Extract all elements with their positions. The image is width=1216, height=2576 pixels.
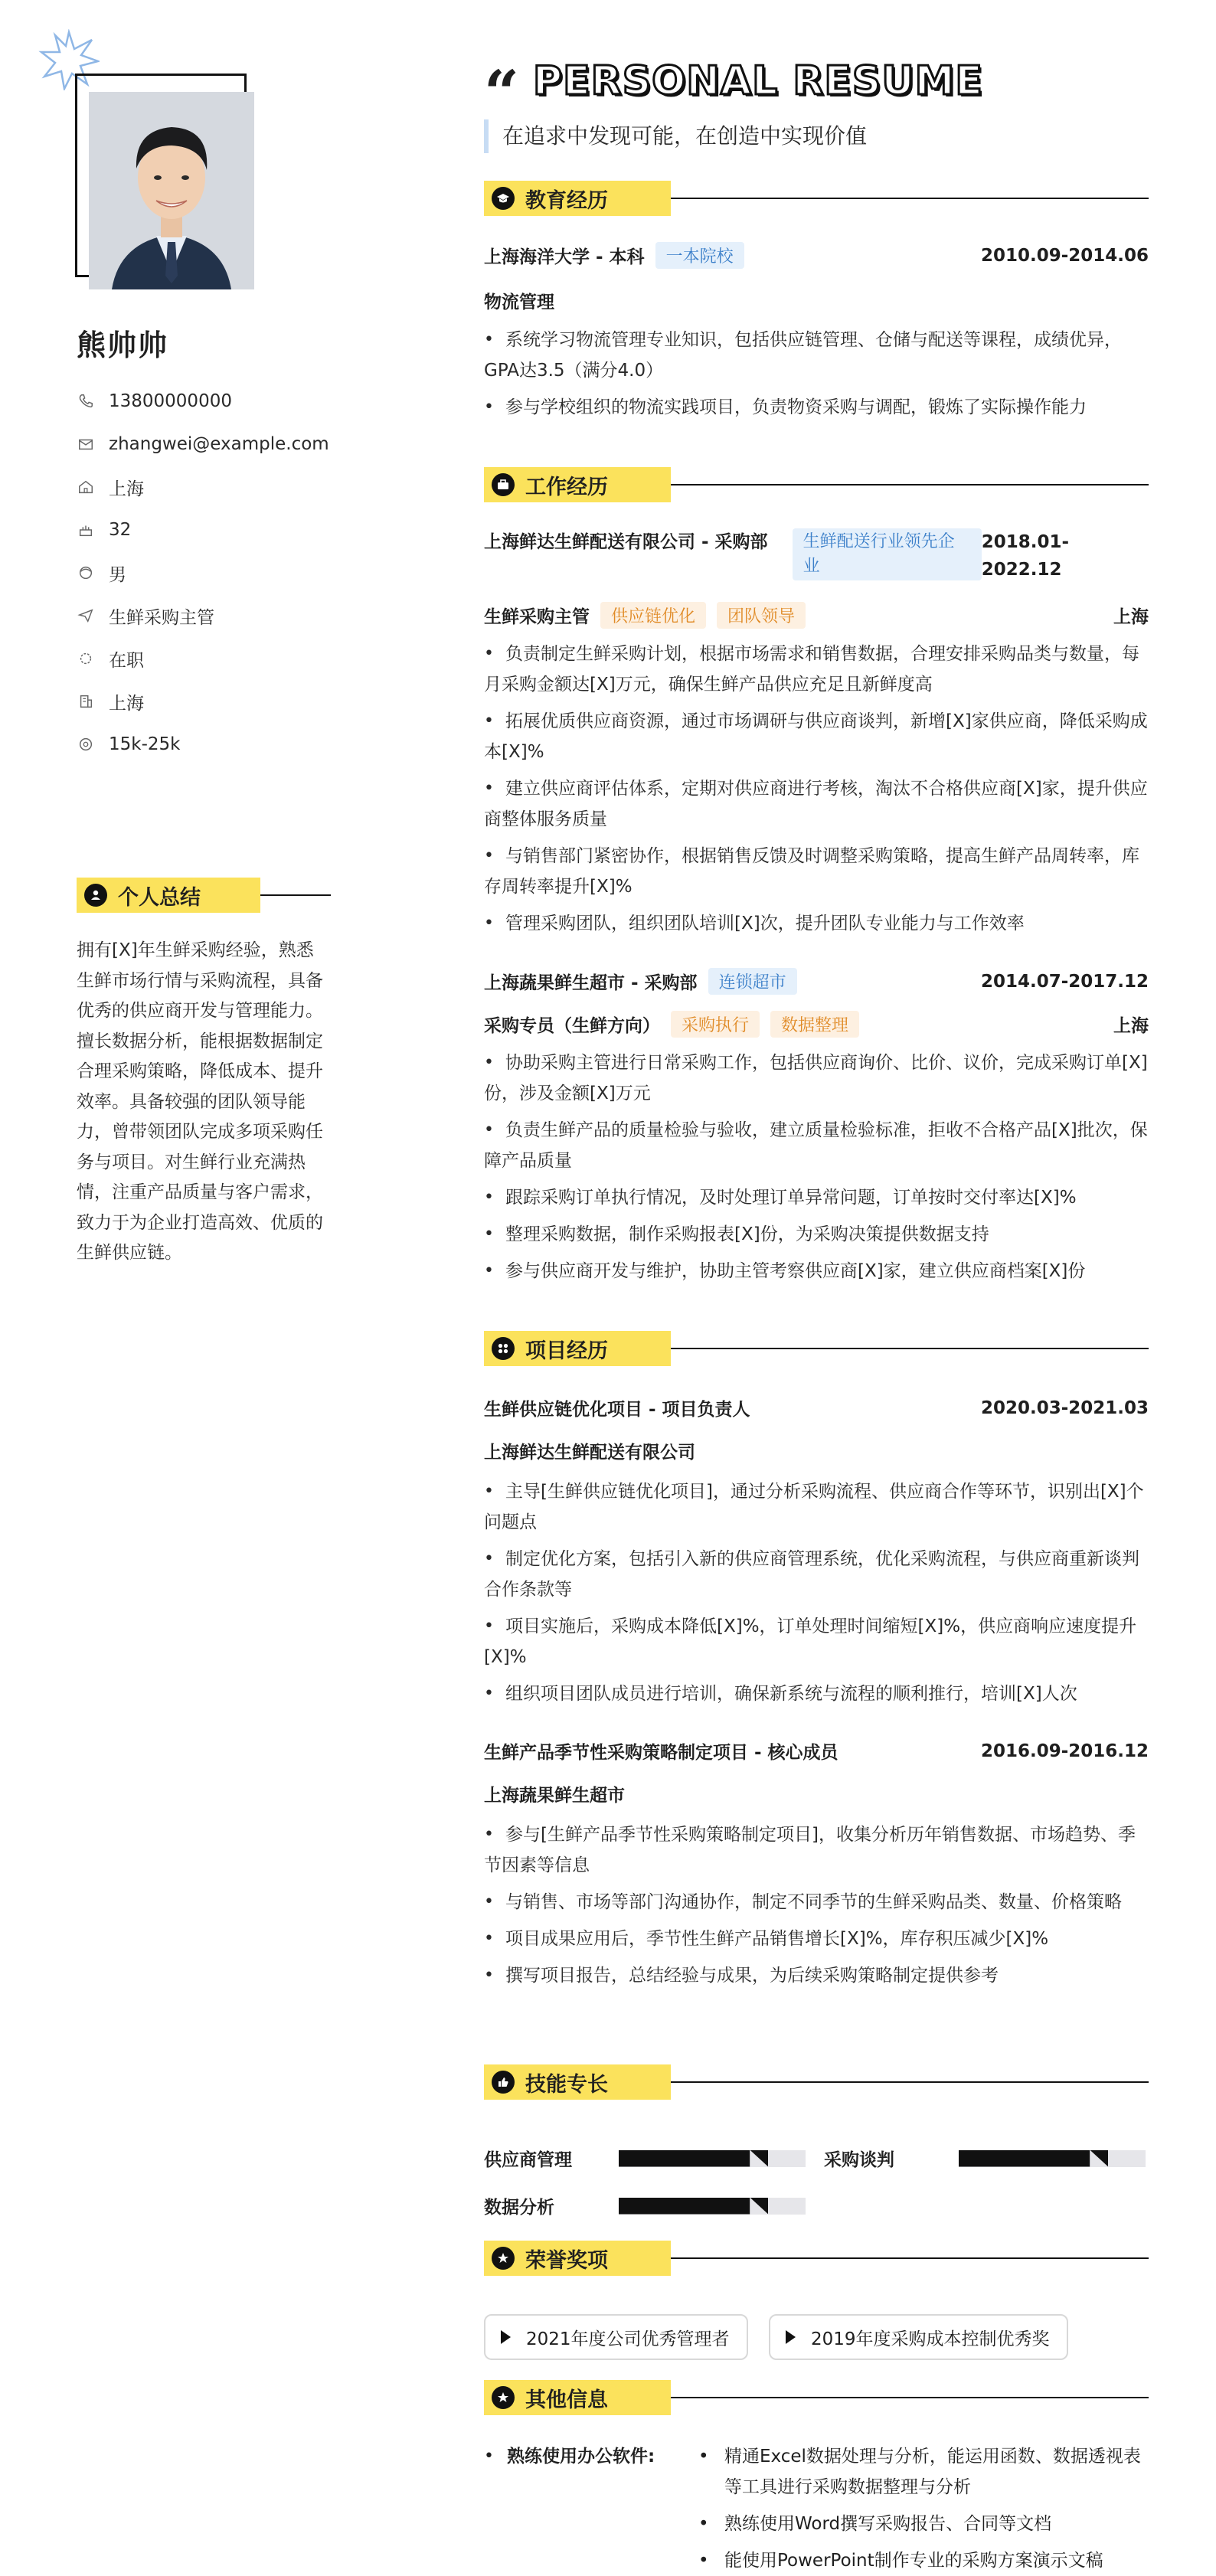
list-item: • 主导[生鲜供应链优化项目]，通过分析采购流程、供应商合作等环节，识别出[X]个问题点 [484,1476,1149,1538]
job-1-role: 生鲜采购主管 [484,607,590,627]
quote-mark-icon: “ [484,57,520,129]
list-item: • 参与供应商开发与维护，协助主管考察供应商[X]家，建立供应商档案[X]份 [484,1256,1149,1286]
project-1-bullets [484,1476,1149,1715]
project-2-org: 上海蔬果鲜生超市 [484,1786,625,1806]
job-1-bullets [484,639,1149,945]
list-item: • 熟练使用Word撰写采购报告、合同等文档 [698,2514,1052,2534]
education-date: 2010.09-2014.06 [980,245,1149,266]
projects-heading-label: 项目经历 [525,1339,608,1363]
skill-bar-fill [619,2198,768,2215]
phone-icon [77,392,95,410]
job-2-role: 采购专员（生鲜方向） [484,1016,660,1036]
skill-item [484,2146,806,2171]
building-icon [77,692,95,711]
info-salary-value: 15k-25k [109,734,181,754]
skill-item [484,2193,806,2218]
info-phone-value: 13800000000 [109,391,232,411]
list-item: • 管理采购团队，组织团队培训[X]次，提升团队专业能力与工作效率 [484,908,1149,939]
other-heading-rule [671,2397,1149,2398]
job-2-role-row [484,1011,1149,1038]
skill-bar-fill [959,2150,1108,2167]
projects-heading-rule [671,1348,1149,1349]
mail-icon [77,435,95,453]
skills-heading [484,2064,1149,2100]
resume-title-text: PERSONAL RESUME [533,58,983,104]
info-email [77,423,398,466]
list-item: • 与销售部门紧密协作，根据销售反馈及时调整采购策略，提高生鲜产品周转率，库存周转率提升[X]% [484,841,1149,902]
award-chip [484,2314,748,2360]
skill-name: 数据分析 [484,2198,554,2218]
salary-icon [77,735,95,754]
awards-heading [484,2241,1149,2276]
project-1-org: 上海鲜达生鲜配送有限公司 [484,1443,695,1463]
info-city-value: 上海 [109,693,144,714]
play-icon [786,2330,796,2344]
job-2-row [484,968,1149,995]
list-item: • 协助采购主管进行日常采购工作，包括供应商询价、比价、议价，完成采购订单[X]份，涉及金额[X]万元 [484,1048,1149,1109]
list-item: • 与销售、市场等部门沟通协作，制定不同季节的生鲜采购品类、数量、价格策略 [484,1887,1149,1917]
job-2-company: 上海蔬果鲜生超市 - 采购部 [484,973,698,993]
job-1-tag-b: 团队领导 [717,602,806,629]
briefcase-icon [492,473,515,496]
education-heading [484,181,1149,216]
gender-icon [77,564,95,582]
project-1-date: 2020.03-2021.03 [980,1398,1149,1418]
project-2-bullets [484,1819,1149,1997]
skill-name: 供应商管理 [484,2150,572,2170]
list-item: • 负责制定生鲜采购计划，根据市场需求和销售数据，合理安排采购品类与数量，每月采购金额达[X]万元，确保生鲜产品供应充足且新鲜度高 [484,639,1149,700]
summary-heading [77,878,331,913]
profile-photo [89,92,254,289]
info-home-value: 上海 [109,479,144,499]
job-1-company: 上海鲜达生鲜配送有限公司 - 采购部 [484,532,768,552]
info-age-value: 32 [109,520,132,540]
work-heading [484,467,1149,502]
graduation-cap-icon [492,187,515,210]
skill-bar-fill [619,2150,768,2167]
education-school: 上海海洋大学 - 本科 [484,247,645,267]
list-item: • 精通Excel数据处理与分析，能运用函数、数据透视表等工具进行采购数据整理与分析 [698,2447,1141,2497]
list-item: • 组织项目团队成员进行培训，确保新系统与流程的顺利推行，培训[X]人次 [484,1679,1149,1709]
job-1-location: 上海 [1113,607,1149,627]
grid-icon [492,1337,515,1360]
job-1-date: 2018.01-2022.12 [981,532,1070,580]
status-icon [77,649,95,668]
job-2-date: 2014.07-2017.12 [980,971,1149,992]
list-item: • 系统学习物流管理专业知识，包括供应链管理、仓储与配送等课程，成绩优异，GPA达3.5（满分4.0） [484,325,1149,386]
job-2-location: 上海 [1113,1016,1149,1036]
projects-heading [484,1331,1149,1366]
list-item: • 拓展优质供应商资源，通过市场调研与供应商谈判，新增[X]家供应商，降低采购成本[X]% [484,706,1149,767]
info-gender-value: 男 [109,564,126,585]
list-item: • 参与[生鲜产品季节性采购策略制定项目]，收集分析历年销售数据、市场趋势、季节因素等信息 [484,1819,1149,1881]
skill-name: 采购谈判 [824,2150,894,2170]
project-1-row [484,1395,1149,1420]
person-icon [84,884,107,907]
awards-heading-label: 荣誉奖项 [525,2248,608,2273]
project-2-name: 生鲜产品季节性采购策略制定项目 - 核心成员 [484,1743,838,1763]
award-chip [769,2314,1068,2360]
contact-info-list [77,380,398,766]
list-item: • 负责生鲜产品的质量检验与验收，建立质量检验标准，拒收不合格产品[X]批次，保障产品质量 [484,1115,1149,1176]
award-label: 2019年度采购成本控制优秀奖 [811,2329,1050,2349]
list-item: • 建立供应商评估体系，定期对供应商进行考核，淘汰不合格供应商[X]家，提升供应商整体服务质量 [484,773,1149,835]
cake-icon [77,521,95,539]
summary-heading-label: 个人总结 [118,885,201,910]
skills-heading-rule [671,2081,1149,2083]
info-status-value: 在职 [109,650,144,671]
send-icon [77,606,95,625]
education-major: 物流管理 [484,293,554,312]
education-tag: 一本院校 [655,242,744,269]
job-2-bullets [484,1048,1149,1293]
job-1-tag-a: 供应链优化 [600,602,706,629]
profile-name: 熊帅帅 [77,329,169,362]
project-2-row [484,1738,1149,1764]
list-item: • 撰写项目报告，总结经验与成果，为后续采购策略制定提供参考 [484,1960,1149,1991]
info-position [77,594,398,637]
other-info-block [484,2441,1149,2576]
other-list [698,2441,1149,2576]
info-email-value: zhangwei@example.com [109,434,329,454]
thumbs-up-icon [492,2071,515,2094]
list-item: • 能使用PowerPoint制作专业的采购方案演示文稿 [698,2551,1103,2571]
education-row [484,242,1149,269]
list-item: • 跟踪采购订单执行情况，及时处理订单异常问题，订单按时交付率达[X]% [484,1182,1149,1213]
project-2-date: 2016.09-2016.12 [980,1741,1149,1761]
info-city [77,680,398,723]
education-heading-label: 教育经历 [525,188,608,213]
job-1-tag: 生鲜配送行业领先企业 [793,528,982,580]
info-age [77,508,398,551]
play-icon [501,2330,511,2344]
resume-subtitle: 在追求中发现可能，在创造中实现价值 [484,119,867,153]
list-item: • 制定优化方案，包括引入新的供应商管理系统，优化采购流程，与供应商重新谈判合作条款等 [484,1544,1149,1605]
job-1-row [484,528,1149,584]
summary-text: 拥有[X]年生鲜采购经验，熟悉生鲜市场行情与采购流程，具备优秀的供应商开发与管理能力。擅长数据分析，能根据数据制定合理采购策略，降低成本、提升效率。具备较强的团队领导能力，曾带领团队完成多项采购任务与项目。对生鲜行业充满热情，注重产品质量与客户需求，致力于为企业打造高效、优质的生鲜供应链。 [77,940,323,1263]
other-heading-label: 其他信息 [525,2388,608,2412]
list-item: • 整理采购数据，制作采购报表[X]份，为采购决策提供数据支持 [484,1219,1149,1250]
info-salary [77,723,398,766]
education-bullets [484,325,1149,429]
education-heading-rule [671,198,1149,199]
skill-bar [619,2198,806,2215]
job-2-tag: 连锁超市 [708,968,797,995]
award-label: 2021年度公司优秀管理者 [526,2329,730,2349]
awards-heading-rule [671,2257,1149,2259]
left-column [0,0,429,2574]
work-heading-rule [671,484,1149,485]
list-item: • 参与学校组织的物流实践项目，负责物资采购与调配，锻炼了实际操作能力 [484,392,1149,423]
list-item: • 项目成果应用后，季节性生鲜产品销售增长[X]%，库存积压减少[X]% [484,1924,1149,1954]
award-icon [492,2247,515,2270]
home-icon [77,478,95,496]
other-label: 熟练使用办公软件: [507,2447,655,2466]
info-icon [492,2386,515,2409]
project-1-name: 生鲜供应链优化项目 - 项目负责人 [484,1400,750,1420]
info-status [77,637,398,680]
skill-item [824,2146,1146,2171]
resume-title [484,51,983,129]
list-item: • 项目实施后，采购成本降低[X]%，订单处理时间缩短[X]%，供应商响应速度提升[X]% [484,1611,1149,1672]
info-position-value: 生鲜采购主管 [109,607,214,628]
job-1-role-row [484,602,1149,629]
job-2-tag-b: 数据整理 [770,1011,859,1038]
skills-heading-label: 技能专长 [525,2072,608,2097]
summary-heading-rule [260,894,331,896]
skill-bar [959,2150,1146,2167]
bullet-dot: • [484,2447,494,2466]
other-heading [484,2380,1149,2415]
info-home [77,466,398,508]
job-2-tag-a: 采购执行 [671,1011,760,1038]
work-heading-label: 工作经历 [525,475,608,499]
skill-bar [619,2150,806,2167]
info-gender [77,551,398,594]
info-phone [77,380,398,423]
